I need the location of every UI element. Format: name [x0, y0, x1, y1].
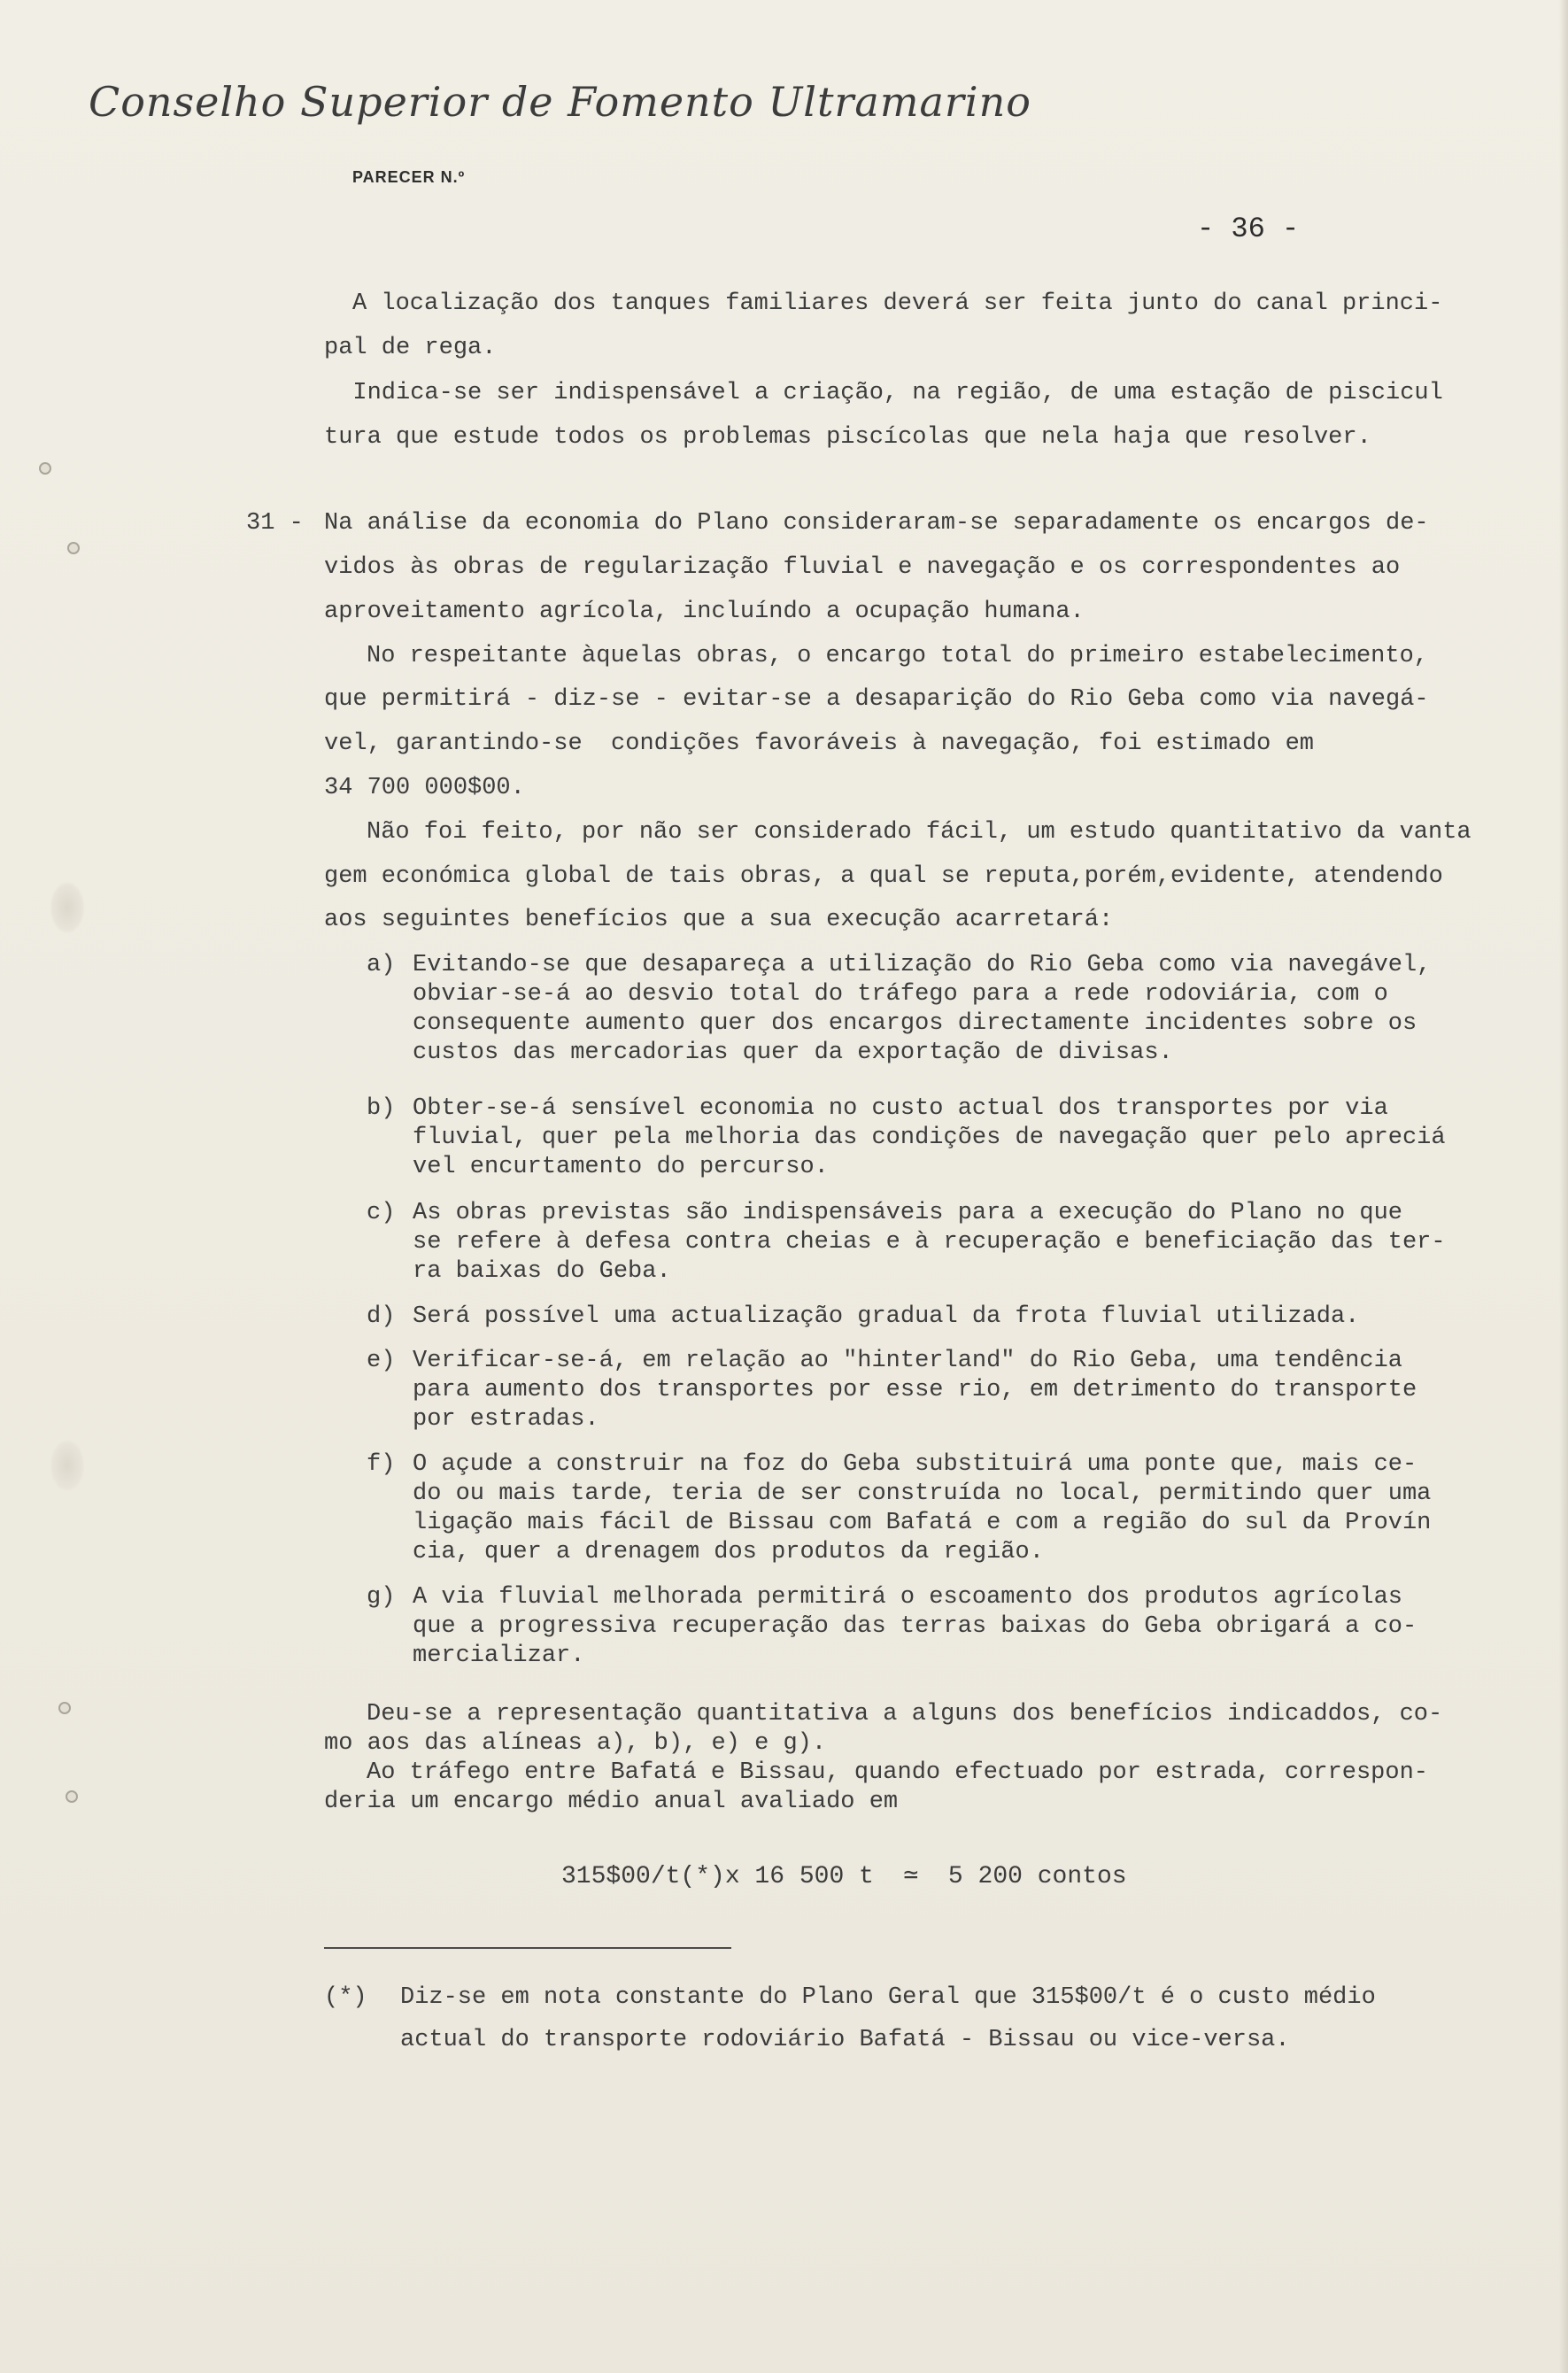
list-item-line: As obras previstas são indispensáveis para a execução do Plano no que	[413, 1200, 1402, 1226]
list-item-line: ra baixas do Geba.	[413, 1258, 671, 1285]
binder-hole	[39, 462, 51, 475]
paper-crease	[50, 1439, 85, 1492]
list-item-line: Evitando-se que desapareça a utilização do Rio Geba como via navegável,	[413, 952, 1432, 978]
list-item-line: A via fluvial melhorada permitirá o escoamento dos produtos agrícolas	[413, 1584, 1402, 1611]
list-item-label: e)	[367, 1348, 396, 1374]
list-item-line: se refere à defesa contra cheias e à recuperação e beneficiação das ter-	[413, 1229, 1446, 1256]
parecer-label: PARECER N.º	[352, 168, 466, 186]
footnote-line: actual do transporte rodoviário Bafatá - Bissau ou vice-versa.	[400, 2027, 1290, 2053]
paragraph-line: que permitirá - diz-se - evitar-se a desaparição do Rio Geba como via navegá-	[324, 686, 1429, 713]
paragraph-line: vel, garantindo-se condições favoráveis à navegação, foi estimado em	[324, 730, 1314, 757]
binder-hole	[66, 1790, 78, 1803]
formula: 315$00/t(*)x 16 500 t ≃ 5 200 contos	[561, 1863, 1127, 1890]
paragraph-line: tura que estude todos os problemas piscícolas que nela haja que resolver.	[324, 424, 1371, 451]
list-item-line: ligação mais fácil de Bissau com Bafatá e com a região do sul da Provín	[413, 1510, 1432, 1536]
list-item-label: a)	[367, 952, 396, 978]
list-item-line: Verificar-se-á, em relação ao "hinterland" do Rio Geba, uma tendência	[413, 1348, 1402, 1374]
paragraph-line: Na análise da economia do Plano consideraram-se separadamente os encargos de-	[324, 510, 1429, 537]
list-item-label: g)	[367, 1584, 396, 1611]
page-number: - 36 -	[1197, 213, 1300, 245]
list-item-label: b)	[367, 1095, 396, 1122]
paper-edge	[1559, 0, 1568, 2373]
list-item-line: para aumento dos transportes por esse rio, em detrimento do transporte	[413, 1377, 1417, 1403]
paragraph-line: mo aos das alíneas a), b), e) e g).	[324, 1730, 827, 1757]
list-item-line: cia, quer a drenagem dos produtos da região.	[413, 1539, 1044, 1565]
footnote-marker: (*)	[324, 1984, 367, 2011]
list-item-line: O açude a construir na foz do Geba substituirá uma ponte que, mais ce-	[413, 1451, 1417, 1478]
paragraph-line: aproveitamento agrícola, incluíndo a ocupação humana.	[324, 599, 1085, 625]
list-item-line: do ou mais tarde, teria de ser construída no local, permitindo quer uma	[413, 1480, 1432, 1507]
paragraph-line: No respeitante àquelas obras, o encargo total do primeiro estabelecimento,	[367, 643, 1428, 669]
section-number: 31 -	[246, 510, 304, 537]
list-item-line: consequente aumento quer dos encargos directamente incidentes sobre os	[413, 1010, 1417, 1037]
paragraph-line: 34 700 000$00.	[324, 775, 525, 801]
paragraph-line: pal de rega.	[324, 335, 497, 361]
footnote-line: Diz-se em nota constante do Plano Geral que 315$00/t é o custo médio	[400, 1984, 1376, 2011]
list-item-line: fluvial, quer pela melhoria das condições de navegação quer pelo apreciá	[413, 1125, 1446, 1151]
paragraph-line: Deu-se a representação quantitativa a alguns dos benefícios indicaddos, co-	[367, 1701, 1443, 1728]
paragraph-line: Indica-se ser indispensável a criação, na região, de uma estação de piscicul	[324, 380, 1443, 406]
list-item-line: Obter-se-á sensível economia no custo actual dos transportes por via	[413, 1095, 1388, 1122]
list-item-line: Será possível uma actualização gradual da frota fluvial utilizada.	[413, 1303, 1360, 1330]
paragraph-line: gem económica global de tais obras, a qual se reputa,porém,evidente, atendendo	[324, 863, 1443, 890]
list-item-label: d)	[367, 1303, 396, 1330]
list-item-line: mercializar.	[413, 1643, 585, 1669]
list-item-line: vel encurtamento do percurso.	[413, 1154, 829, 1180]
list-item-line: que a progressiva recuperação das terras baixas do Geba obrigará a co-	[413, 1613, 1417, 1640]
list-item-line: por estradas.	[413, 1406, 599, 1433]
binder-hole	[58, 1702, 71, 1714]
list-item-label: f)	[367, 1451, 396, 1478]
list-item-line: custos das mercadorias quer da exportação de divisas.	[413, 1040, 1173, 1066]
paragraph-line: vidos às obras de regularização fluvial e navegação e os correspondentes ao	[324, 554, 1401, 581]
binder-hole	[67, 542, 80, 554]
list-item-line: obviar-se-á ao desvio total do tráfego para a rede rodoviária, com o	[413, 981, 1388, 1008]
paragraph-line: Não foi feito, por não ser considerado fácil, um estudo quantitativo da vanta	[367, 819, 1471, 846]
paragraph-line: aos seguintes benefícios que a sua execução acarretará:	[324, 907, 1114, 933]
paragraph-line: deria um encargo médio anual avaliado em	[324, 1789, 899, 1815]
paper-crease	[50, 881, 85, 934]
list-item-label: c)	[367, 1200, 396, 1226]
footnote-divider	[324, 1947, 731, 1949]
paragraph-line: Ao tráfego entre Bafatá e Bissau, quando efectuado por estrada, correspon-	[367, 1759, 1428, 1786]
letterhead-title: Conselho Superior de Fomento Ultramarino	[89, 78, 1031, 126]
paragraph-line: A localização dos tanques familiares deverá ser feita junto do canal princi-	[352, 290, 1443, 317]
